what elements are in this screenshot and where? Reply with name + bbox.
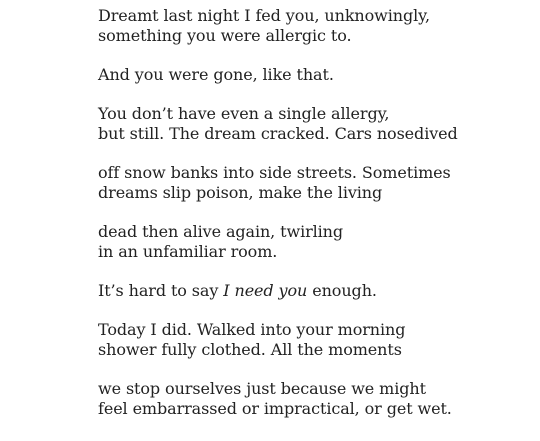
- italic-phrase: I need you: [223, 281, 308, 300]
- poem-line: in an unfamiliar room.: [98, 242, 278, 261]
- poem-line: we stop ourselves just because we might: [98, 379, 426, 398]
- poem-line: [98, 281, 528, 301]
- poem-line: And you were gone, like that.: [98, 65, 334, 84]
- poem-line: Dreamt last night I fed you, unknowingly,: [98, 6, 430, 25]
- poem-body: [98, 6, 528, 419]
- stanza-4: [98, 163, 528, 203]
- poem-line: feel embarrassed or impractical, or get wet.: [98, 399, 452, 418]
- poem-line: You don’t have even a single allergy,: [98, 104, 390, 123]
- poem-line: Today I did. Walked into your morning: [98, 320, 406, 339]
- poem-line: but still. The dream cracked. Cars nosedived: [98, 124, 458, 143]
- stanza-1: [98, 6, 528, 46]
- poem-line: shower fully clothed. All the moments: [98, 340, 402, 359]
- stanza-6: [98, 281, 528, 301]
- stanza-2: [98, 65, 528, 85]
- stanza-3: [98, 104, 528, 144]
- poem-line: dreams slip poison, make the living: [98, 183, 383, 202]
- stanza-7: [98, 320, 528, 360]
- poem-line: something you were allergic to.: [98, 26, 352, 45]
- poem-line: off snow banks into side streets. Sometimes: [98, 163, 451, 182]
- line-text-after: enough.: [307, 281, 377, 300]
- stanza-5: [98, 222, 528, 262]
- poem-line: dead then alive again, twirling: [98, 222, 344, 241]
- stanza-8: [98, 379, 528, 419]
- line-text-before: It’s hard to say: [98, 281, 224, 300]
